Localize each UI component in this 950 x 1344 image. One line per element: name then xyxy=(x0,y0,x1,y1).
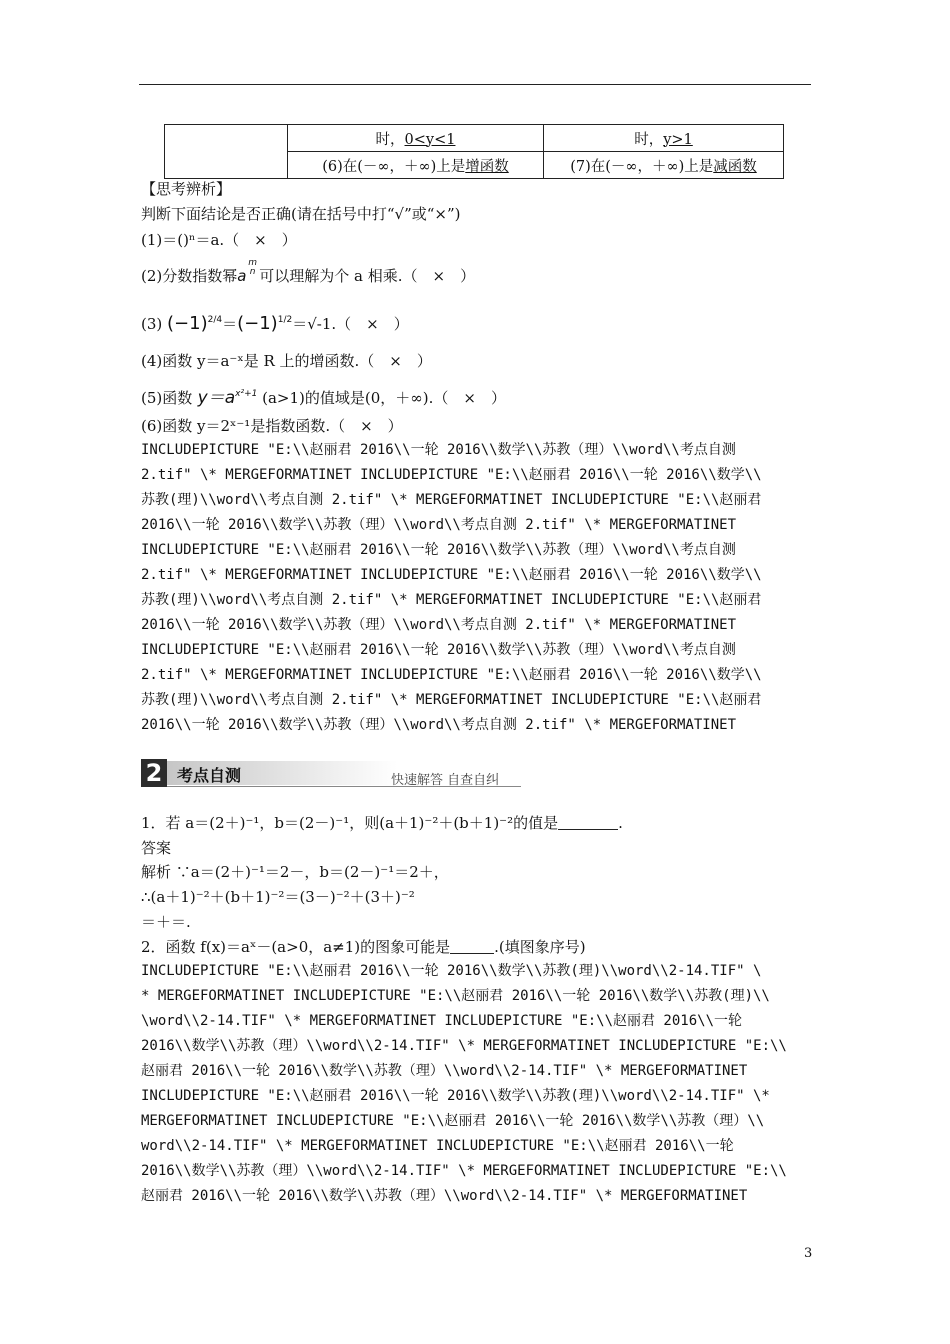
field-code-line: 2016\\数学\\苏教（理）\\word\\2-14.TIF" \* MERGEFORMATINET INCLUDEPICTURE "E:\\ xyxy=(141,1163,787,1179)
power-expression-3: $y=a^{x^2+1}$ xyxy=(192,388,258,408)
table-cell: 时，y>1 xyxy=(544,125,784,152)
header-rule xyxy=(139,84,811,85)
fraction-power-a: a m n xyxy=(237,258,258,285)
field-code-line: * MERGEFORMATINET INCLUDEPICTURE "E:\\赵丽君 2016\\一轮 2016\\数学\\苏教(理)\\ xyxy=(141,988,770,1004)
power-expression-1: $(-1)^{2/4}$ xyxy=(167,313,223,334)
field-code-line: 2.tif" \* MERGEFORMATINET INCLUDEPICTURE "E:\\赵丽君 2016\\一轮 2016\\数学\\ xyxy=(141,467,762,483)
item-2: (2)分数指数幂a m n 可以理解为个 a 相乘.（ × ） xyxy=(141,258,476,285)
analysis-result: ＝＋＝. xyxy=(141,913,191,931)
field-code-line: 2016\\一轮 2016\\数学\\苏教（理）\\word\\考点自测 2.tif" \* MERGEFORMATINET xyxy=(141,717,737,733)
section-number: 2 xyxy=(141,759,167,787)
answer-label: 答案 xyxy=(141,839,172,857)
power-expression-2: $(-1)^{1/2}$ xyxy=(237,313,293,334)
field-code-line: \word\\2-14.TIF" \* MERGEFORMATINET INCLUDEPICTURE "E:\\赵丽君 2016\\一轮 xyxy=(141,1013,743,1029)
table-cell: 时，0<y<1 xyxy=(288,125,544,152)
field-code-line: 苏教(理)\\word\\考点自测 2.tif" \* MERGEFORMATINET INCLUDEPICTURE "E:\\赵丽君 xyxy=(141,692,762,708)
field-code-line: 赵丽君 2016\\一轮 2016\\数学\\苏教（理）\\word\\2-14.TIF" \* MERGEFORMATINET xyxy=(141,1063,748,1079)
banner-rule xyxy=(167,786,521,787)
section-banner xyxy=(141,759,521,787)
exponent-properties-table xyxy=(164,124,784,179)
analysis-line: 解析 ∵a＝(2＋)⁻¹＝2－，b＝(2－)⁻¹＝2＋， xyxy=(141,863,449,881)
answer-blank xyxy=(558,815,618,830)
question-2: 2．函数 f(x)＝aˣ－(a>0，a≠1)的图象可能是 .(填图象序号) xyxy=(141,938,586,956)
field-code-line: INCLUDEPICTURE "E:\\赵丽君 2016\\一轮 2016\\数学\\苏教（理）\\word\\考点自测 xyxy=(141,642,736,658)
section-title: 考点自测 xyxy=(177,766,242,785)
field-code-line: 2016\\数学\\苏教（理）\\word\\2-14.TIF" \* MERGEFORMATINET INCLUDEPICTURE "E:\\ xyxy=(141,1038,787,1054)
field-code-line: INCLUDEPICTURE "E:\\赵丽君 2016\\一轮 2016\\数学\\苏教(理)\\word\\2-14.TIF" \ xyxy=(141,963,762,979)
analysis-step: ∴(a＋1)⁻²＋(b＋1)⁻²＝(3－)⁻²＋(3＋)⁻² xyxy=(141,888,415,906)
item-1: (1)＝()ⁿ＝a.（ × ） xyxy=(141,231,297,249)
answer-blank xyxy=(450,939,494,954)
field-code-block xyxy=(141,438,821,738)
field-code-line: 2016\\一轮 2016\\数学\\苏教（理）\\word\\考点自测 2.tif" \* MERGEFORMATINET xyxy=(141,617,737,633)
item-6: (6)函数 y＝2ˣ⁻¹是指数函数.（ × ） xyxy=(141,417,403,435)
field-code-line: 赵丽君 2016\\一轮 2016\\数学\\苏教（理）\\word\\2-14.TIF" \* MERGEFORMATINET xyxy=(141,1188,748,1204)
field-code-line: INCLUDEPICTURE "E:\\赵丽君 2016\\一轮 2016\\数学\\苏教(理)\\word\\2-14.TIF" \* xyxy=(141,1088,770,1104)
item-4: (4)函数 y＝a⁻ˣ是 R 上的增函数.（ × ） xyxy=(141,352,432,370)
question-1: 1．若 a＝(2＋)⁻¹，b＝(2－)⁻¹，则(a＋1)⁻²＋(b＋1)⁻²的值是 . xyxy=(141,814,623,832)
field-code-line: 2.tif" \* MERGEFORMATINET INCLUDEPICTURE "E:\\赵丽君 2016\\一轮 2016\\数学\\ xyxy=(141,667,762,683)
item-5: (5)函数 $y=a^{x^2+1}$ (a>1)的值域是(0，＋∞).（ × ） xyxy=(141,388,506,408)
field-code-line: INCLUDEPICTURE "E:\\赵丽君 2016\\一轮 2016\\数学\\苏教（理）\\word\\考点自测 xyxy=(141,442,736,458)
table-cell: (6)在(－∞，＋∞)上是增函数 xyxy=(288,152,544,179)
field-code-line: 2016\\一轮 2016\\数学\\苏教（理）\\word\\考点自测 2.tif" \* MERGEFORMATINET xyxy=(141,517,737,533)
field-code-line: MERGEFORMATINET INCLUDEPICTURE "E:\\赵丽君 2016\\一轮 2016\\数学\\苏教（理）\\ xyxy=(141,1113,765,1129)
table-cell: (7)在(－∞，＋∞)上是减函数 xyxy=(544,152,784,179)
field-code-line: 2.tif" \* MERGEFORMATINET INCLUDEPICTURE "E:\\赵丽君 2016\\一轮 2016\\数学\\ xyxy=(141,567,762,583)
table-empty-cell xyxy=(165,125,288,179)
item-3: (3) $(-1)^{2/4}=(-1)^{1/2}=√-1$.（ × ） xyxy=(141,313,409,334)
field-code-line: 苏教(理)\\word\\考点自测 2.tif" \* MERGEFORMATINET INCLUDEPICTURE "E:\\赵丽君 xyxy=(141,592,762,608)
instruction: 判断下面结论是否正确(请在括号中打“√”或“×”) xyxy=(141,205,461,223)
field-code-block xyxy=(141,959,821,1209)
field-code-line: word\\2-14.TIF" \* MERGEFORMATINET INCLUDEPICTURE "E:\\赵丽君 2016\\一轮 xyxy=(141,1138,734,1154)
section-subtitle: 快速解答 自查自纠 xyxy=(391,773,500,788)
page-number: 3 xyxy=(804,1246,813,1261)
section-heading: 【思考辨析】 xyxy=(141,180,232,198)
field-code-line: INCLUDEPICTURE "E:\\赵丽君 2016\\一轮 2016\\数学\\苏教（理）\\word\\考点自测 xyxy=(141,542,736,558)
field-code-line: 苏教(理)\\word\\考点自测 2.tif" \* MERGEFORMATINET INCLUDEPICTURE "E:\\赵丽君 xyxy=(141,492,762,508)
